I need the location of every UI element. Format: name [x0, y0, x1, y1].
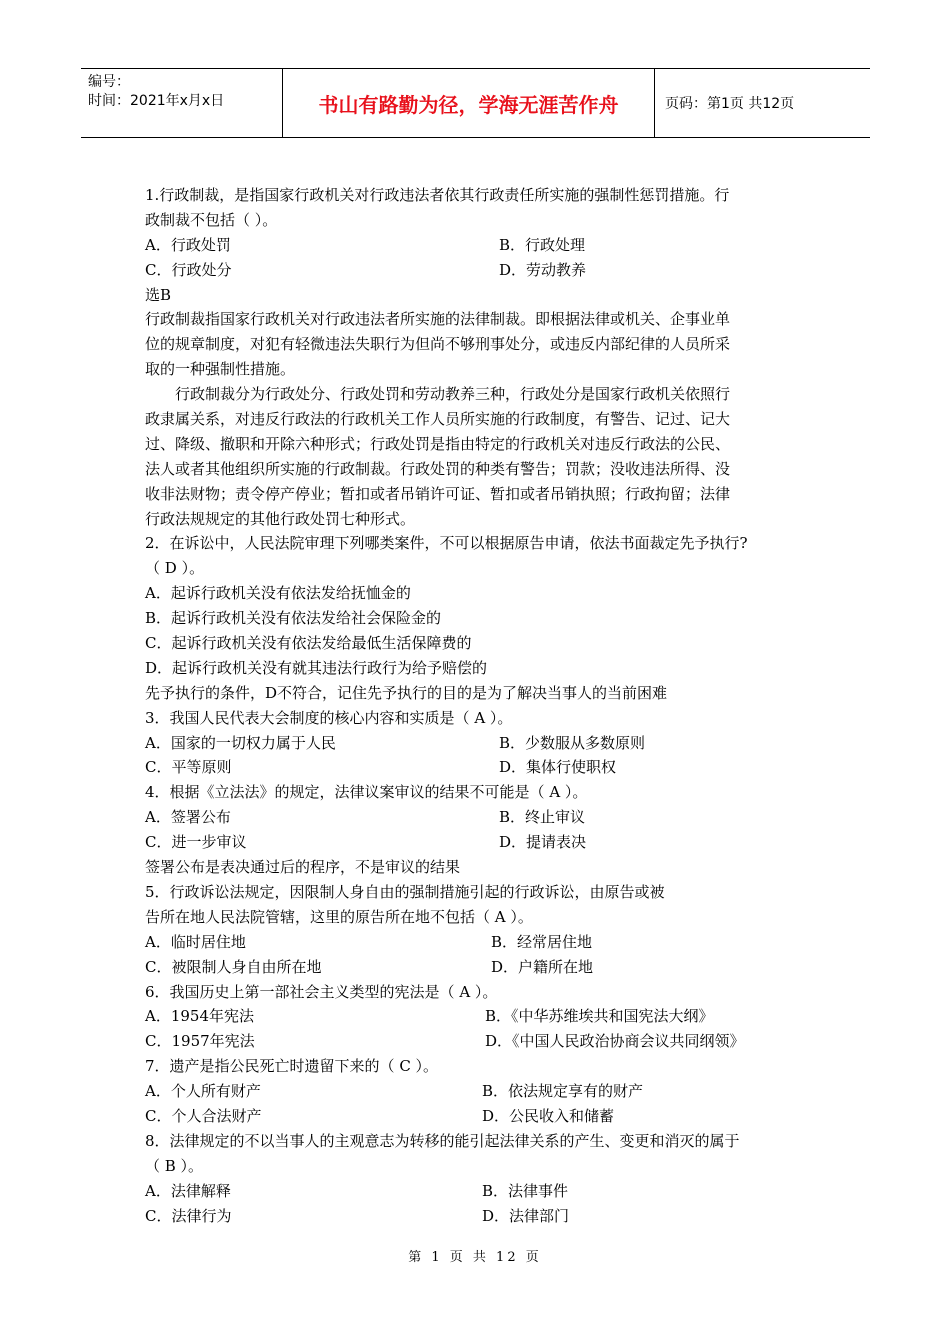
explanation-line: 法人或者其他组织所实施的行政制裁。行政处罚的种类有警告；罚款；没收违法所得、没: [145, 459, 731, 478]
option-c: C．起诉行政机关没有依法发给最低生活保障费的: [145, 634, 472, 653]
option-a: A．1954年宪法: [145, 1007, 255, 1026]
question-4-options-row2: [145, 830, 817, 855]
option-a: A．临时居住地: [145, 932, 246, 951]
question-8-stem-cont: （ B ）。: [145, 1156, 204, 1175]
question-8-options-row2: [145, 1204, 817, 1229]
question-8-options-row1: [145, 1179, 817, 1204]
explanation-line: 位的规章制度，对犯有轻微违法失职行为但尚不够刑事处分，或违反内部纪律的人员所采: [145, 335, 731, 354]
option-b: B．经常居住地: [491, 932, 593, 951]
option-a: A．法律解释: [145, 1181, 231, 1200]
option-c: C．行政处分: [145, 260, 232, 279]
option-a: A．国家的一切权力属于人民: [145, 733, 336, 752]
option-c: C．个人合法财产: [145, 1106, 262, 1125]
option-b: B．《中华苏维埃共和国宪法大纲》: [485, 1007, 714, 1026]
option-a: A．行政处罚: [145, 235, 231, 254]
header-motto: 书山有路勤为径，学海无涯苦作舟: [282, 69, 655, 137]
option-b: B．终止审议: [499, 808, 586, 827]
question-1-stem: 1.行政制裁，是指国家行政机关对行政违法者依其行政责任所实施的强制性惩罚措施。行: [145, 186, 730, 204]
question-4-options-row1: [145, 805, 817, 830]
option-b: B．法律事件: [482, 1181, 569, 1200]
question-6-options-row2: [145, 1029, 817, 1054]
option-c: C．进一步审议: [145, 833, 247, 852]
option-a: A．起诉行政机关没有依法发给抚恤金的: [145, 584, 411, 603]
page-header: [81, 68, 870, 138]
question-3-stem: 3．我国人民代表大会制度的核心内容和实质是（ A ）。: [145, 708, 513, 727]
option-b: B．起诉行政机关没有依法发给社会保险金的: [145, 609, 442, 628]
question-7-stem: 7．遗产是指公民死亡时遗留下来的（ C ）。: [145, 1057, 439, 1076]
question-3-options-row1: [145, 731, 817, 756]
question-6-stem: 6．我国历史上第一部社会主义类型的宪法是（ A ）。: [145, 982, 498, 1001]
header-page-info: 页码：第1页 共12页: [665, 96, 795, 112]
option-d: D．提请表决: [499, 833, 587, 852]
option-d: D．《中国人民政治协商会议共同纲领》: [485, 1032, 745, 1051]
option-d: D．集体行使职权: [499, 758, 617, 777]
question-2-stem-cont: （ D ）。: [145, 559, 205, 578]
page-footer: 第 1 页 共 12 页: [408, 1250, 542, 1265]
option-d: D．公民收入和储蓄: [482, 1106, 615, 1125]
question-4-note: 签署公布是表决通过后的程序，不是审议的结果: [145, 858, 461, 877]
option-c: C．1957年宪法: [145, 1032, 255, 1051]
question-8-stem: 8．法律规定的不以当事人的主观意志为转移的能引起法律关系的产生、变更和消灭的属于: [145, 1131, 740, 1150]
option-d: D．起诉行政机关没有就其违法行政行为给予赔偿的: [145, 658, 488, 677]
explanation-line: 取的一种强制性措施。: [145, 360, 296, 379]
question-1-stem-cont: 政制裁不包括（ ）。: [145, 210, 278, 229]
question-5-stem: 5．行政诉讼法规定，因限制人身自由的强制措施引起的行政诉讼，由原告或被: [145, 882, 665, 901]
number-label: 编号：: [88, 74, 130, 90]
question-5-options-row2: [145, 955, 817, 980]
option-a: A．个人所有财产: [145, 1082, 261, 1101]
question-7-options-row2: [145, 1104, 817, 1129]
option-c: C．法律行为: [145, 1206, 232, 1225]
question-2-note: 先予执行的条件，D不符合，记住先予执行的目的是为了解决当事人的当前困难: [145, 683, 668, 702]
option-d: D．户籍所在地: [491, 957, 594, 976]
question-2-stem: 2．在诉讼中，人民法院审理下列哪类案件，不可以根据原告申请，依法书面裁定先予执行?: [145, 534, 748, 553]
question-1-options-row2: [145, 258, 817, 283]
option-a: A．签署公布: [145, 808, 231, 827]
explanation-line: 行政法规规定的其他行政处罚七种形式。: [145, 509, 416, 528]
explanation-line: 过、降级、撤职和开除六种形式；行政处罚是指由特定的行政机关对违反行政法的公民、: [145, 434, 731, 453]
date-label: 时间：2021年x月x日: [88, 93, 225, 109]
question-1-answer: 选B: [145, 285, 172, 304]
question-3-options-row2: [145, 755, 817, 780]
document-body: [145, 183, 817, 1228]
option-b: B．依法规定享有的财产: [482, 1082, 644, 1101]
option-b: B．行政处理: [499, 235, 586, 254]
option-b: B．少数服从多数原则: [499, 733, 646, 752]
question-6-options-row1: [145, 1004, 817, 1029]
question-7-options-row1: [145, 1079, 817, 1104]
explanation-line: 行政制裁指国家行政机关对行政违法者所实施的法律制裁。即根据法律或机关、企事业单: [145, 310, 731, 329]
question-5-stem-cont: 告所在地人民法院管辖，这里的原告所在地不包括（ A ）。: [145, 907, 533, 926]
question-5-options-row1: [145, 930, 817, 955]
explanation-line: 收非法财物；责令停产停业；暂扣或者吊销许可证、暂扣或者吊销执照；行政拘留；法律: [145, 484, 731, 503]
question-1-options-row1: [145, 233, 817, 258]
explanation-line: 政隶属关系，对违反行政法的行政机关工作人员所实施的行政制度，有警告、记过、记大: [145, 410, 731, 429]
option-c: C．平等原则: [145, 758, 232, 777]
option-d: D．劳动教养: [499, 260, 587, 279]
header-meta: [81, 69, 282, 137]
option-d: D．法律部门: [482, 1206, 570, 1225]
question-4-stem: 4．根据《立法法》的规定，法律议案审议的结果不可能是（ A ）。: [145, 783, 588, 802]
option-c: C．被限制人身自由所在地: [145, 957, 322, 976]
explanation-line: 行政制裁分为行政处分、行政处罚和劳动教养三种，行政处分是国家行政机关依照行: [175, 385, 731, 404]
